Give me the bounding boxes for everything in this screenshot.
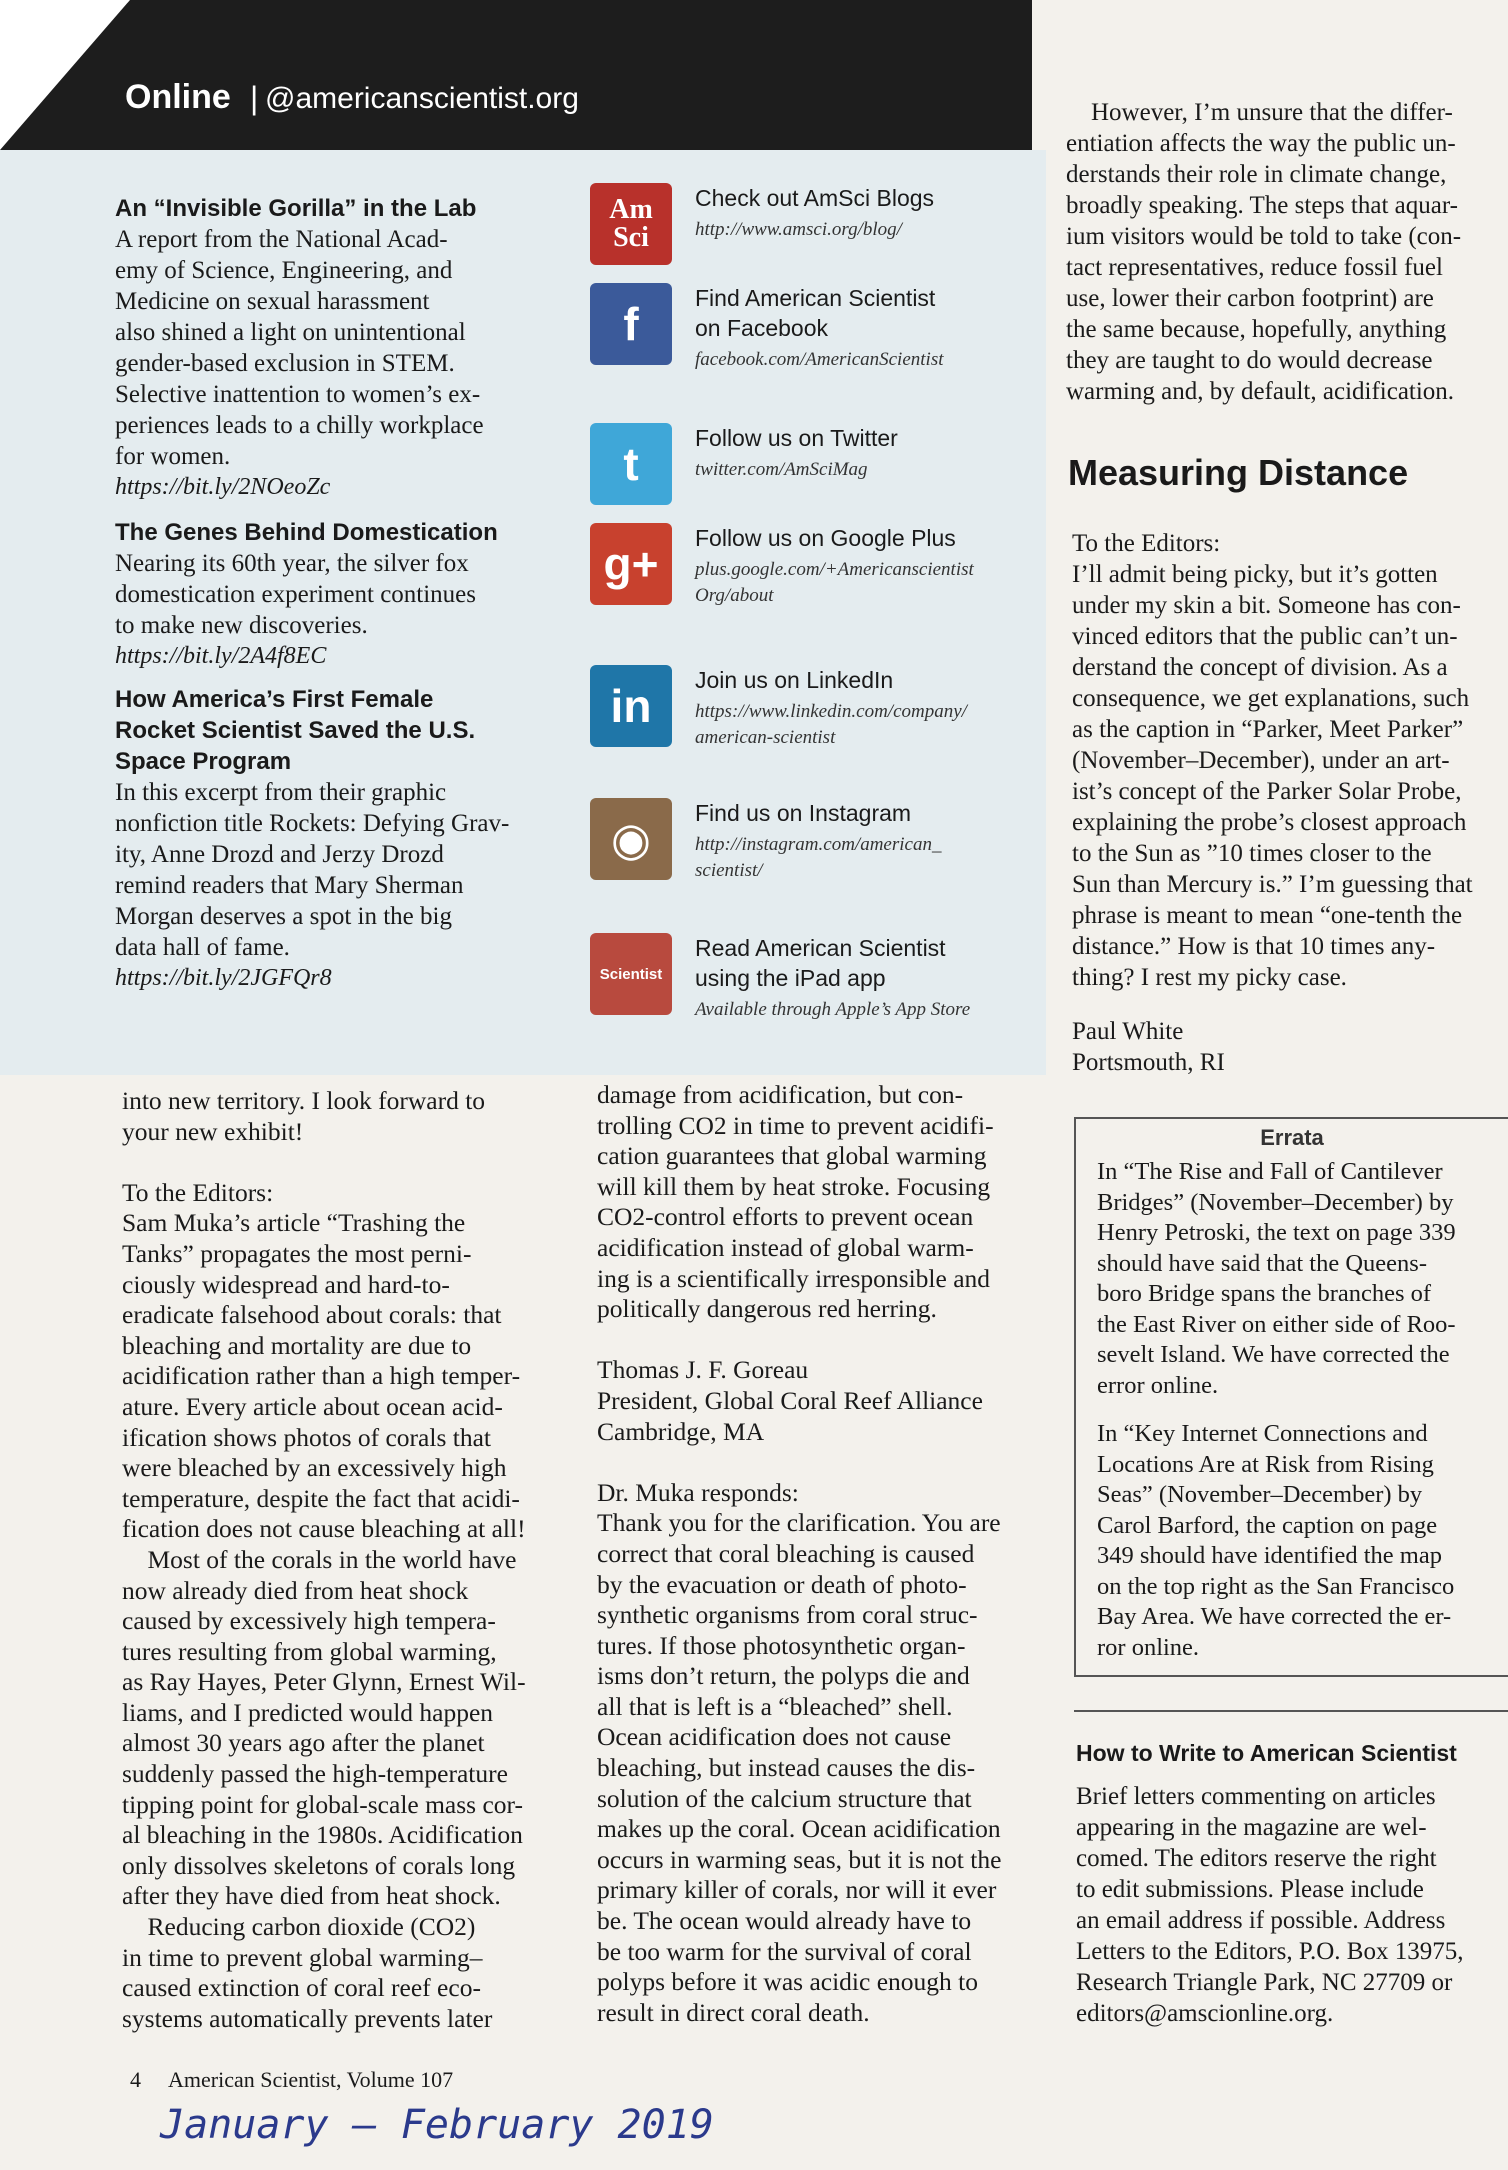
letter-column-2: [597, 1080, 1042, 2028]
text-line: under my skin a bit. Someone has con-: [1072, 592, 1461, 619]
text-line: as the caption in “Parker, Meet Parker”: [1072, 716, 1464, 743]
text-line: synthetic organisms from coral struc-: [597, 1600, 978, 1630]
journal-folio: American Scientist, Volume 107: [168, 2067, 454, 2092]
article-text: ity, Anne Drozd and Jerzy Drozd: [115, 841, 444, 868]
text-line: ing is a scientifically irresponsible and: [597, 1263, 991, 1293]
text-line: liams, and I predicted would happen: [122, 1697, 494, 1727]
social-heading: Join us on LinkedIn: [695, 667, 894, 693]
article-text: data hall of fame.: [115, 934, 290, 961]
text-line: tures. If those photosynthetic organ-: [597, 1630, 966, 1660]
social-heading: Follow us on Google Plus: [695, 525, 956, 551]
errata-box: [1074, 1117, 1508, 1677]
how-to-write-heading: How to Write to American Scientist: [1076, 1740, 1457, 1766]
article-link[interactable]: https://bit.ly/2NOeoZc: [115, 474, 331, 500]
text-line: Bridges” (November–December) by: [1097, 1188, 1454, 1216]
text-line: error online.: [1097, 1371, 1219, 1399]
text-line: I’ll admit being picky, but it’s gotten: [1072, 561, 1438, 588]
article-title: Rocket Scientist Saved the U.S.: [115, 717, 476, 744]
text-line: were bleached by an excessively high: [122, 1453, 507, 1483]
text-line: [122, 1147, 565, 1178]
text-line: acidification instead of global warm-: [597, 1232, 974, 1262]
text-line: Most of the corals in the world have: [122, 1544, 517, 1574]
text-line: your new exhibit!: [122, 1116, 304, 1146]
social-text: [695, 283, 944, 373]
article-text: emy of Science, Engineering, and: [115, 257, 453, 284]
text-line: bleaching and mortality are due to: [122, 1330, 472, 1360]
text-line: Cambridge, MA: [597, 1416, 765, 1446]
amsci-logo-icon: Am Sci: [590, 183, 672, 265]
instagram-icon: ◉: [590, 798, 672, 880]
text-line: the same because, hopefully, anything: [1066, 316, 1447, 343]
social-url: plus.google.com/+Americanscientist: [695, 559, 974, 580]
measuring-distance-heading: Measuring Distance: [1068, 452, 1409, 493]
letter-column-1: [122, 1086, 565, 2034]
text-line: tipping point for global-scale mass cor-: [122, 1789, 524, 1819]
errata-paragraph-1: [1097, 1157, 1508, 1401]
text-line: as Ray Hayes, Peter Glynn, Ernest Wil-: [122, 1667, 526, 1697]
text-line: appearing in the magazine are wel-: [1076, 1814, 1427, 1841]
divider-bar: |: [250, 80, 259, 116]
text-line: sevelt Island. We have corrected the: [1097, 1341, 1450, 1368]
text-line: solution of the calcium structure that: [597, 1783, 972, 1813]
text-line: only dissolves skeletons of corals long: [122, 1850, 516, 1880]
article-item: [115, 684, 555, 994]
text-line: all that is left is a “bleached” shell.: [597, 1691, 953, 1721]
text-line: vinced editors that the public can’t un-: [1072, 623, 1458, 650]
text-line: Sam Muka’s article “Trashing the: [122, 1208, 466, 1238]
social-heading: Check out AmSci Blogs: [695, 185, 935, 211]
article-text: to make new discoveries.: [115, 612, 368, 639]
article-link[interactable]: https://bit.ly/2A4f8EC: [115, 643, 327, 669]
social-heading: Follow us on Twitter: [695, 425, 898, 451]
text-line: comed. The editors reserve the right: [1076, 1845, 1437, 1872]
text-line: ature. Every article about ocean acid-: [122, 1391, 503, 1421]
article-text: nonfiction title Rockets: Defying Grav-: [115, 810, 510, 837]
text-line: broadly speaking. The steps that aquar-: [1066, 192, 1458, 219]
text-line: makes up the coral. Ocean acidification: [597, 1814, 1001, 1844]
social-links: [590, 183, 1030, 1043]
text-line: the East River on either side of Roo-: [1097, 1310, 1456, 1338]
social-heading: Find American Scientist: [695, 285, 936, 311]
text-line: tact representatives, reduce fossil fuel: [1066, 254, 1443, 281]
text-line: Seas” (November–December) by: [1097, 1481, 1423, 1508]
linkedin-icon: in: [590, 665, 672, 747]
social-url: Available through Apple’s App Store: [695, 999, 971, 1020]
text-line: damage from acidification, but con-: [597, 1080, 964, 1109]
text-line: derstands their role in climate change,: [1066, 161, 1447, 188]
text-line: now already died from heat shock: [122, 1575, 469, 1605]
social-url: https://www.linkedin.com/company/: [695, 701, 967, 722]
site-handle: @americanscientist.org: [265, 82, 579, 115]
social-url: twitter.com/AmSciMag: [695, 459, 868, 480]
text-line: explaining the probe’s closest approach: [1072, 809, 1467, 836]
article-text: for women.: [115, 443, 231, 470]
text-line: result in direct coral death.: [597, 1997, 870, 2027]
how-to-write-body: [1076, 1781, 1508, 2029]
text-line: [597, 1447, 1042, 1478]
article-text: periences leads to a chilly workplace: [115, 412, 484, 439]
text-line: To the Editors:: [1072, 530, 1221, 557]
social-text: [695, 523, 974, 609]
text-line: should have said that the Queens-: [1097, 1249, 1427, 1277]
social-heading: Find us on Instagram: [695, 800, 912, 826]
article-link[interactable]: https://bit.ly/2JGFQr8: [115, 965, 332, 991]
text-line: Sun than Mercury is.” I’m guessing that: [1072, 871, 1473, 898]
social-url: facebook.com/AmericanScientist: [695, 349, 944, 370]
text-line: by the evacuation or death of photo-: [597, 1569, 967, 1599]
article-text: domestication experiment continues: [115, 581, 477, 608]
article-text: gender-based exclusion in STEM.: [115, 350, 455, 377]
text-line: correct that coral bleaching is caused: [597, 1538, 975, 1568]
article-text: Selective inattention to women’s ex-: [115, 381, 481, 408]
facebook-icon: f: [590, 283, 672, 365]
text-line: bleaching, but instead causes the dis-: [597, 1753, 976, 1783]
text-line: politically dangerous red herring.: [597, 1294, 937, 1324]
text-line: ror online.: [1097, 1633, 1200, 1661]
text-line: entiation affects the way the public un-: [1066, 130, 1456, 157]
article-text: Medicine on sexual harassment: [115, 288, 430, 315]
article-item: [115, 193, 555, 503]
text-line: suddenly passed the high-temperature: [122, 1759, 508, 1789]
social-text: [695, 798, 941, 884]
social-url: scientist/: [695, 860, 763, 881]
text-line: temperature, despite the fact that acidi-: [122, 1483, 520, 1513]
social-url: american-scientist: [695, 727, 836, 748]
text-line: Letters to the Editors, P.O. Box 13975,: [1076, 1938, 1464, 1965]
article-title: The Genes Behind Domestication: [115, 519, 498, 546]
text-line: boro Bridge spans the branches of: [1097, 1280, 1432, 1307]
text-line: warming and, by default, acidification.: [1066, 378, 1455, 405]
ipad-app-icon: Scientist: [590, 933, 672, 1015]
article-title: An “Invisible Gorilla” in the Lab: [115, 195, 477, 222]
text-line: ist’s concept of the Parker Solar Probe,: [1072, 778, 1462, 805]
text-line: to edit submissions. Please include: [1076, 1876, 1424, 1903]
social-heading: on Facebook: [695, 315, 828, 341]
social-url: http://www.amsci.org/blog/: [695, 219, 902, 240]
text-line: phrase is meant to mean “one-tenth the: [1072, 902, 1463, 929]
text-line: Reducing carbon dioxide (CO2): [122, 1912, 476, 1942]
text-line: Bay Area. We have corrected the er-: [1097, 1603, 1452, 1630]
text-line: Henry Petroski, the text on page 339: [1097, 1219, 1456, 1246]
article-title: Space Program: [115, 748, 292, 775]
text-line: Thank you for the clarification. You are: [597, 1508, 1001, 1538]
article-text: A report from the National Acad-: [115, 226, 448, 253]
social-heading: Read American Scientist: [695, 935, 946, 961]
article-text: also shined a light on unintentional: [115, 319, 466, 346]
text-line: almost 30 years ago after the planet: [122, 1728, 485, 1758]
google-plus-icon: g+: [590, 523, 672, 605]
text-line: caused extinction of coral reef eco-: [122, 1973, 481, 2003]
text-line: al bleaching in the 1980s. Acidification: [122, 1820, 523, 1850]
article-text: remind readers that Mary Sherman: [115, 872, 464, 899]
twitter-icon: t: [590, 423, 672, 505]
measuring-distance-letter: [1072, 528, 1508, 993]
text-line: In “Key Internet Connections and: [1097, 1420, 1428, 1447]
signature-line: Paul White: [1072, 1018, 1184, 1045]
text-line: ciously widespread and hard-to-: [122, 1269, 450, 1299]
text-line: occurs in warming seas, but it is not the: [597, 1844, 1002, 1874]
text-line: consequence, we get explanations, such: [1072, 685, 1470, 712]
text-line: caused by excessively high tempera-: [122, 1606, 496, 1636]
errata-heading: Errata: [1260, 1125, 1324, 1150]
letter-signature: [1072, 1016, 1225, 1078]
social-url: Org/about: [695, 585, 774, 606]
header-bar: [0, 0, 1032, 150]
handwritten-date: January – February 2019: [160, 2102, 714, 2148]
text-line: fication does not cause bleaching at all!: [122, 1514, 526, 1544]
text-line: use, lower their carbon footprint) are: [1066, 285, 1434, 312]
errata-paragraph-2: [1097, 1419, 1508, 1663]
text-line: trolling CO2 in time to prevent acidifi-: [597, 1110, 994, 1140]
text-line: Carol Barford, the caption on page: [1097, 1511, 1438, 1539]
text-line: ium visitors would be told to take (con-: [1066, 223, 1462, 250]
social-text: [695, 665, 967, 751]
text-line: However, I’m unsure that the differ-: [1066, 99, 1453, 126]
text-line: President, Global Coral Reef Alliance: [597, 1385, 983, 1415]
text-line: derstand the concept of division. As a: [1072, 654, 1448, 681]
text-line: on the top right as the San Francisco: [1097, 1572, 1455, 1600]
text-line: acidification rather than a high temper-: [122, 1361, 521, 1391]
text-line: Brief letters commenting on articles: [1076, 1783, 1436, 1810]
text-line: In “The Rise and Fall of Cantilever: [1097, 1158, 1443, 1185]
text-line: Ocean acidification does not cause: [597, 1722, 952, 1752]
social-url: http://instagram.com/american_: [695, 834, 942, 855]
text-line: Dr. Muka responds:: [597, 1477, 799, 1507]
text-line: (November–December), under an art-: [1072, 747, 1450, 774]
text-line: they are taught to do would decrease: [1066, 347, 1433, 374]
article-text: Nearing its 60th year, the silver fox: [115, 550, 469, 577]
social-text: [695, 183, 934, 243]
text-line: into new territory. I look forward to: [122, 1086, 486, 1115]
text-line: eradicate falsehood about corals: that: [122, 1300, 502, 1330]
article-text: Morgan deserves a spot in the big: [115, 903, 452, 930]
section-title: Online: [125, 78, 231, 116]
text-line: thing? I rest my picky case.: [1072, 964, 1347, 991]
divider-rule: [1074, 1710, 1508, 1712]
text-line: polyps before it was acidic enough to: [597, 1967, 978, 1997]
social-text: [695, 933, 970, 1023]
letter-column-3-continued: [1066, 97, 1508, 407]
text-line: will kill them by heat stroke. Focusing: [597, 1171, 991, 1201]
text-line: To the Editors:: [122, 1177, 274, 1207]
text-line: ification shows photos of corals that: [122, 1422, 491, 1452]
online-articles: [115, 193, 555, 994]
text-line: after they have died from heat shock.: [122, 1881, 501, 1911]
signature-line: Portsmouth, RI: [1072, 1049, 1225, 1076]
social-heading: using the iPad app: [695, 965, 886, 991]
article-text: In this excerpt from their graphic: [115, 779, 447, 806]
text-line: Locations Are at Risk from Rising: [1097, 1450, 1434, 1478]
text-line: be too warm for the survival of coral: [597, 1936, 972, 1966]
text-line: an email address if possible. Address: [1076, 1907, 1446, 1934]
text-line: tures resulting from global warming,: [122, 1636, 497, 1666]
text-line: isms don’t return, the polyps die and: [597, 1661, 970, 1691]
text-line: primary killer of corals, nor will it ever: [597, 1875, 997, 1905]
text-line: be. The ocean would already have to: [597, 1906, 972, 1936]
text-line: CO2-control efforts to prevent ocean: [597, 1202, 974, 1232]
text-line: in time to prevent global warming–: [122, 1942, 483, 1972]
text-line: Thomas J. F. Goreau: [597, 1355, 809, 1385]
text-line: Tanks” propagates the most perni-: [122, 1238, 472, 1268]
text-line: to the Sun as ”10 times closer to the: [1072, 840, 1432, 867]
text-line: Research Triangle Park, NC 27709 or: [1076, 1969, 1453, 1996]
page-fold-corner: [0, 0, 130, 150]
article-title: How America’s First Female: [115, 686, 434, 713]
page-number: 4: [130, 2067, 141, 2092]
text-line: systems automatically prevents later: [122, 2003, 493, 2033]
text-line: cation guarantees that global warming: [597, 1141, 987, 1171]
article-item: [115, 517, 555, 672]
social-text: [695, 423, 898, 483]
text-line: 349 should have identified the map: [1097, 1542, 1442, 1569]
text-line: [597, 1325, 1042, 1356]
text-line: distance.” How is that 10 times any-: [1072, 933, 1436, 960]
text-line: editors@amscionline.org.: [1076, 2000, 1334, 2027]
